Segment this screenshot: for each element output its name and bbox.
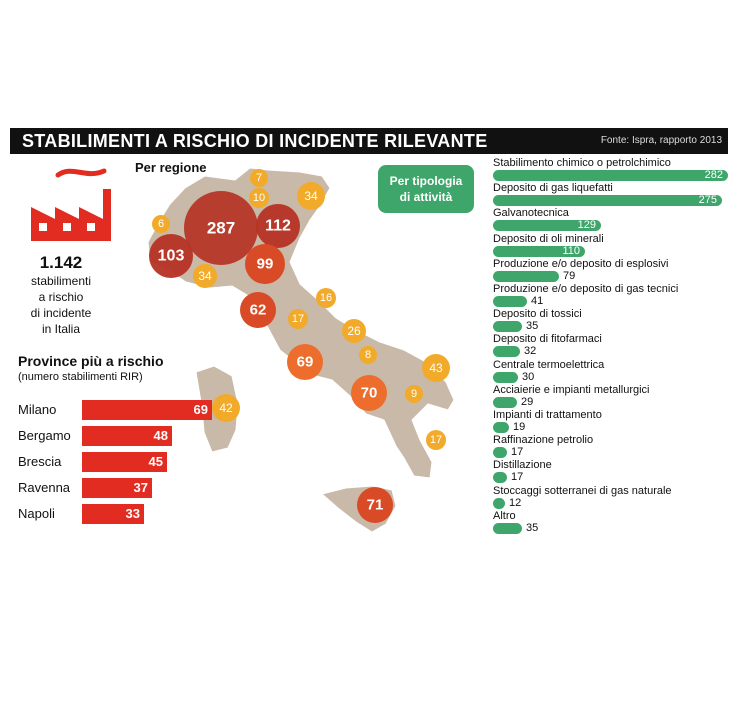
source-note: Fonte: Ispra, rapporto 2013: [600, 135, 722, 146]
bubble-lombardia: [184, 191, 258, 265]
province-bar: [82, 452, 167, 472]
province-bar: [82, 426, 172, 446]
activity-row: [491, 459, 731, 485]
province-value: 69: [193, 402, 208, 417]
activity-label: Acciaierie e impianti metallurgici: [493, 384, 650, 396]
svg-text:70: 70: [360, 384, 378, 402]
activity-value: 79: [563, 270, 576, 282]
activity-row: [491, 308, 731, 334]
chart-title: STABILIMENTI A RISCHIO DI INCIDENTE RILEVANTE: [22, 131, 488, 151]
activity-bar: [493, 246, 585, 257]
bubble-puglia: [422, 354, 450, 382]
activity-row: [491, 510, 731, 536]
svg-text:112: 112: [265, 217, 291, 235]
activity-row: [491, 157, 731, 183]
activity-bar: [493, 523, 522, 534]
activity-row: [491, 485, 731, 511]
activity-bar: [493, 422, 509, 433]
activity-label: Deposito di oli minerali: [493, 233, 604, 245]
svg-text:10: 10: [252, 192, 266, 204]
province-bar: [82, 504, 144, 524]
svg-text:103: 103: [157, 247, 185, 265]
bubble-valle-aosta: [152, 215, 170, 233]
activity-label: Distillazione: [493, 459, 552, 471]
provinces-subtitle: (numero stabilimenti RIR): [18, 371, 143, 383]
activity-label: Produzione e/o deposito di gas tecnici: [493, 283, 679, 295]
bubble-trentino: [250, 169, 268, 187]
bubble-liguria: [193, 264, 217, 288]
svg-text:42: 42: [219, 401, 233, 415]
activity-bar: [493, 296, 527, 307]
activity-row: [491, 359, 731, 385]
bubble-abruzzo: [342, 319, 366, 343]
bubble-campania: [351, 375, 387, 411]
svg-text:16: 16: [319, 292, 333, 304]
activity-bar: [493, 346, 520, 357]
bubble-toscana: [240, 292, 276, 328]
svg-text:69: 69: [296, 353, 314, 371]
province-value: 45: [148, 454, 163, 469]
total-plants-number: 1.142: [39, 253, 83, 272]
activity-value: 129: [577, 219, 596, 231]
svg-text:287: 287: [206, 218, 236, 238]
province-label: Napoli: [18, 506, 55, 521]
svg-text:43: 43: [429, 361, 443, 375]
activity-label: Altro: [493, 510, 516, 522]
activity-value: 41: [531, 295, 544, 307]
region-map-heading: Per regione: [135, 160, 207, 175]
activity-bar: [493, 220, 601, 231]
bubble-molise: [359, 346, 377, 364]
activity-bar: [493, 498, 505, 509]
activity-bar: [493, 321, 522, 332]
province-label: Brescia: [18, 454, 62, 469]
activity-bar: [493, 397, 517, 408]
bubble-calabria: [426, 430, 446, 450]
activity-value: 35: [526, 522, 539, 534]
bubble-friuli: [297, 182, 325, 210]
activity-type-badge: Per tipologia di attività: [378, 165, 474, 213]
province-bar: [82, 478, 152, 498]
activity-value: 19: [513, 421, 526, 433]
activity-row: [491, 434, 731, 460]
activity-row: [491, 258, 731, 284]
activity-row: [491, 333, 731, 359]
province-label: Ravenna: [18, 480, 71, 495]
activity-label: Deposito di tossici: [493, 308, 582, 320]
province-value: 48: [153, 428, 168, 443]
bubble-veneto: [256, 204, 300, 248]
activity-row: [491, 182, 731, 208]
activity-bar: [493, 271, 559, 282]
activity-bar: [493, 447, 507, 458]
svg-text:17: 17: [291, 313, 305, 325]
svg-text:71: 71: [366, 496, 384, 514]
region-bubbles: [149, 169, 450, 523]
activity-row: [491, 283, 731, 309]
bubble-sardegna: [212, 394, 240, 422]
activity-value: 30: [522, 371, 535, 383]
activity-row: [491, 233, 731, 259]
activity-label: Stabilimento chimico o petrolchimico: [493, 157, 671, 169]
province-label: Bergamo: [18, 428, 71, 443]
activity-row: [491, 384, 731, 410]
svg-text:6: 6: [157, 218, 165, 230]
svg-text:99: 99: [256, 255, 274, 273]
activity-value: 17: [511, 471, 524, 483]
bubble-marche: [316, 288, 336, 308]
activity-label: Centrale termoelettrica: [493, 359, 605, 371]
activity-bar: [493, 372, 518, 383]
province-label: Milano: [18, 402, 57, 417]
activity-value: 282: [704, 169, 723, 181]
activity-value: 12: [509, 497, 522, 509]
activity-row: [491, 409, 731, 435]
activity-label: Galvanotecnica: [493, 207, 569, 219]
total-plants-caption: stabilimenti a rischio di incidente in Italia: [30, 274, 92, 336]
svg-text:34: 34: [198, 269, 212, 283]
activity-label: Impianti di trattamento: [493, 409, 602, 421]
activity-value: 17: [511, 446, 524, 458]
bubble-lazio: [287, 344, 323, 380]
bubble-umbria: [288, 309, 308, 329]
activity-bar: [493, 472, 507, 483]
activity-value: 275: [698, 194, 717, 206]
activity-label: Stoccaggi sotterranei di gas naturale: [493, 485, 672, 497]
svg-text:26: 26: [347, 324, 361, 338]
svg-text:8: 8: [364, 349, 372, 361]
svg-text:9: 9: [410, 388, 418, 400]
activity-value: 35: [526, 320, 539, 332]
activity-label: Produzione e/o deposito di esplosivi: [493, 258, 669, 270]
svg-text:7: 7: [255, 172, 263, 184]
activity-value: 110: [562, 245, 580, 257]
province-bar: [82, 400, 212, 420]
province-value: 37: [133, 480, 148, 495]
activity-label: Deposito di gas liquefatti: [493, 182, 613, 194]
activity-row: [491, 207, 731, 233]
svg-text:34: 34: [304, 189, 318, 203]
activity-label: Raffinazione petrolio: [493, 434, 594, 446]
activity-value: 32: [524, 345, 537, 357]
provinces-title: Province più a rischio: [18, 353, 164, 369]
bubble-sicilia: [357, 487, 393, 523]
svg-text:17: 17: [429, 434, 443, 446]
activity-bar: [493, 170, 728, 181]
province-value: 33: [125, 506, 140, 521]
activity-bar: [493, 195, 722, 206]
bubble-piemonte: [149, 234, 193, 278]
activity-value: 29: [521, 396, 534, 408]
bubble-basilicata: [405, 385, 423, 403]
bubble-bolzano: [249, 188, 269, 208]
activity-label: Deposito di fitofarmaci: [493, 333, 602, 345]
svg-text:62: 62: [249, 301, 267, 319]
bubble-emilia: [245, 244, 285, 284]
